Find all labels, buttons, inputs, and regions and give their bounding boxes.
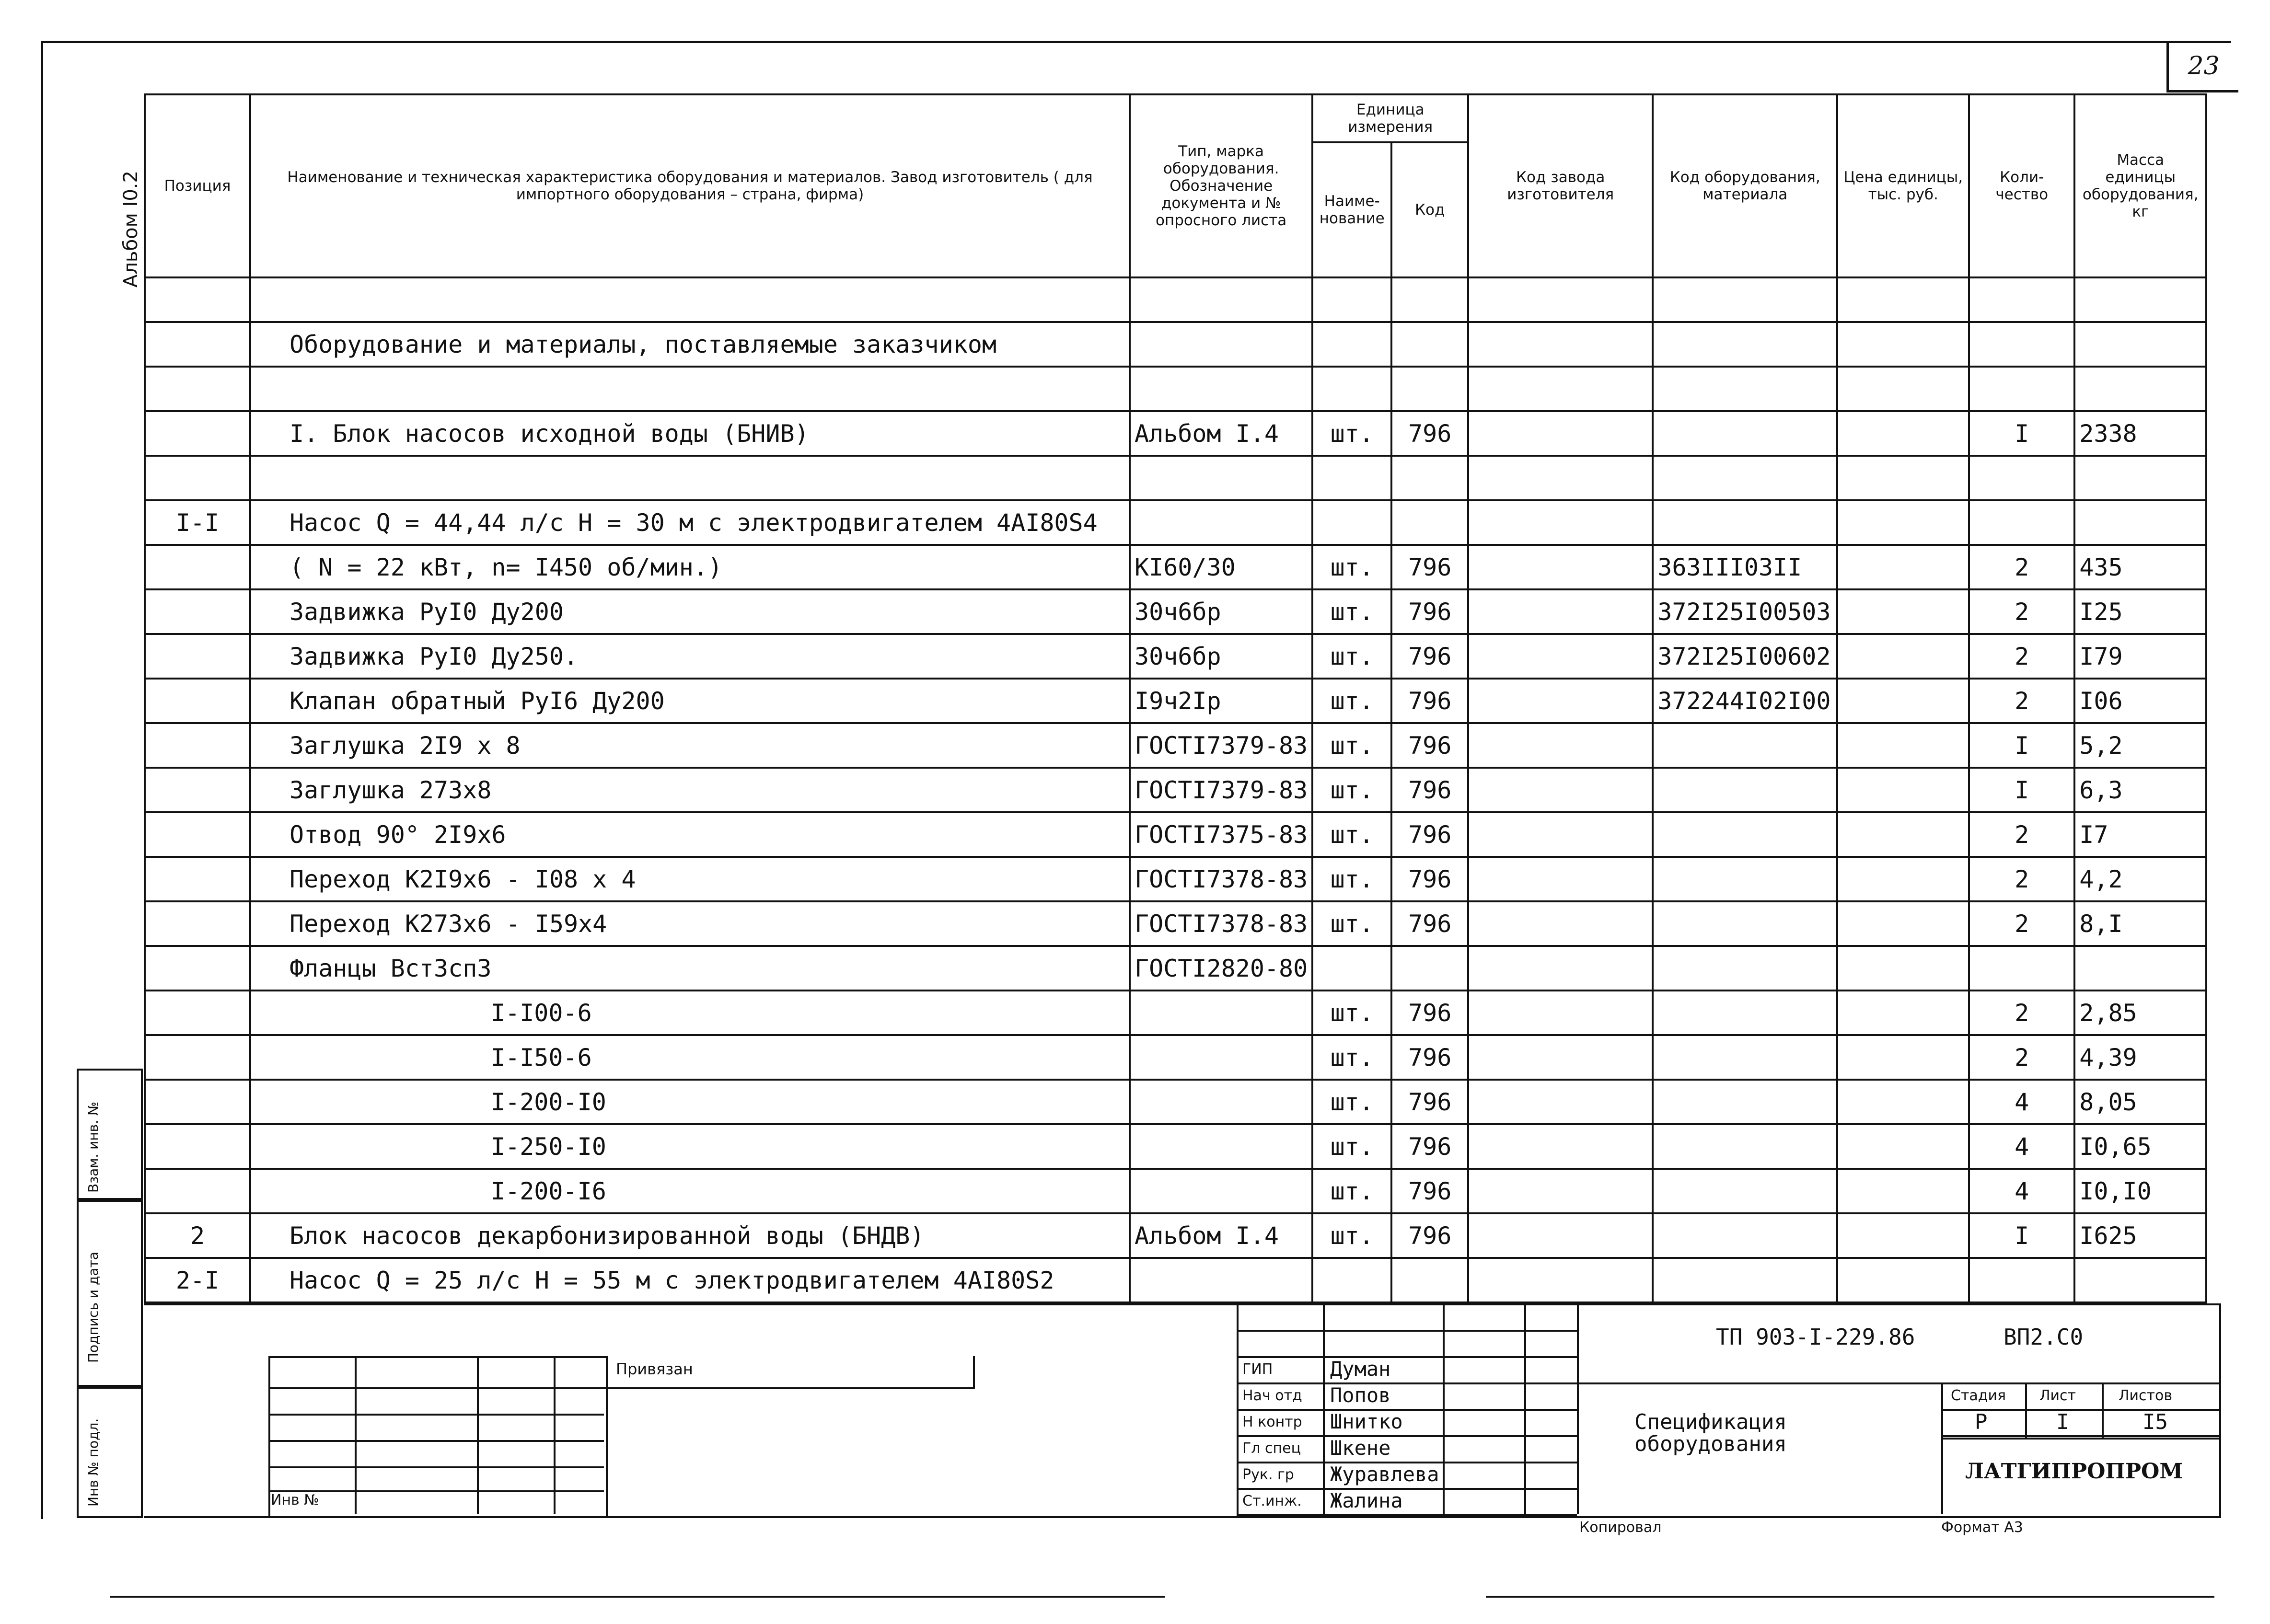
cell-type <box>1130 991 1312 1035</box>
cell-name: I-200-I6 <box>250 1169 1130 1213</box>
cell-equipment-code <box>1653 812 1837 857</box>
cell-qty <box>1969 456 2074 500</box>
cell-qty: I <box>1969 723 2074 768</box>
header-unit-code: Код <box>1391 142 1468 277</box>
cell-equipment-code: 372I25I00602 <box>1653 634 1837 679</box>
cell-qty <box>1969 367 2074 411</box>
cell-mass <box>2074 500 2206 545</box>
cell-position <box>145 946 250 991</box>
cell-name: Оборудование и материалы, поставляемые заказчиком <box>250 322 1130 367</box>
cell-name <box>250 277 1130 322</box>
cell-unit-code: 796 <box>1391 589 1468 634</box>
cell-equipment-code <box>1653 1213 1837 1258</box>
cell-name: Блок насосов декарбонизированной воды (БНДВ) <box>250 1213 1130 1258</box>
stamp-vzam-inv: Взам. инв. № <box>77 1069 143 1202</box>
table-row <box>145 723 2206 768</box>
cell-unit: шт. <box>1312 545 1391 589</box>
cell-position <box>145 545 250 589</box>
cell-factory-code <box>1468 1258 1653 1302</box>
cell-name: Насос Q = 25 л/с H = 55 м с электродвигателем 4АI80S2 <box>250 1258 1130 1302</box>
cell-qty <box>1969 1258 2074 1302</box>
cell-name: I-I00-6 <box>250 991 1130 1035</box>
cell-qty: I <box>1969 411 2074 456</box>
cell-qty: 2 <box>1969 857 2074 901</box>
cell-mass <box>2074 946 2206 991</box>
cell-name <box>250 367 1130 411</box>
cell-price <box>1837 277 1969 322</box>
cell-price <box>1837 1169 1969 1213</box>
cell-price <box>1837 723 1969 768</box>
cell-mass <box>2074 1258 2206 1302</box>
cell-name: I-I50-6 <box>250 1035 1130 1080</box>
cell-price <box>1837 1035 1969 1080</box>
cell-unit: шт. <box>1312 991 1391 1035</box>
cell-factory-code <box>1468 367 1653 411</box>
cell-position <box>145 634 250 679</box>
cell-type: ГОСТI7379-83 <box>1130 768 1312 812</box>
cell-type: ГОСТI7375-83 <box>1130 812 1312 857</box>
cell-name: Клапан обратный РуI6 Ду200 <box>250 679 1130 723</box>
cell-position <box>145 768 250 812</box>
signer-role: Гл спец <box>1242 1440 1301 1457</box>
cell-name: I. Блок насосов исходной воды (БНИВ) <box>250 411 1130 456</box>
cell-unit: шт. <box>1312 1213 1391 1258</box>
cell-position <box>145 1035 250 1080</box>
cell-name <box>250 456 1130 500</box>
signer-name: Думан <box>1330 1357 1391 1381</box>
cell-mass: I25 <box>2074 589 2206 634</box>
cell-equipment-code <box>1653 768 1837 812</box>
table-row <box>145 768 2206 812</box>
cell-mass: 2,85 <box>2074 991 2206 1035</box>
cell-price <box>1837 812 1969 857</box>
cell-qty <box>1969 500 2074 545</box>
cell-position <box>145 812 250 857</box>
signer-name: Шкене <box>1330 1436 1391 1460</box>
cell-type: ГОСТI2820-80 <box>1130 946 1312 991</box>
cell-qty: 4 <box>1969 1080 2074 1124</box>
cell-qty: 2 <box>1969 545 2074 589</box>
cell-price <box>1837 411 1969 456</box>
cell-price <box>1837 1080 1969 1124</box>
cell-mass: I79 <box>2074 634 2206 679</box>
cell-mass: I7 <box>2074 812 2206 857</box>
cell-mass <box>2074 367 2206 411</box>
header-name: Наименование и техническая характеристика оборудования и материалов. Завод изготовитель ( для импортного оборудования – страна, фирма) <box>250 94 1130 277</box>
cell-name: Насос Q = 44,44 л/с H = 30 м с электродвигателем 4АI80S4 <box>250 500 1130 545</box>
cell-price <box>1837 456 1969 500</box>
cell-mass: I0,65 <box>2074 1124 2206 1169</box>
cell-type: КI60/30 <box>1130 545 1312 589</box>
cell-price <box>1837 857 1969 901</box>
cell-qty: 4 <box>1969 1169 2074 1213</box>
sheets-value: I5 <box>2143 1410 2168 1434</box>
cell-name: Задвижка РуI0 Ду250. <box>250 634 1130 679</box>
table-row <box>145 679 2206 723</box>
cell-equipment-code <box>1653 857 1837 901</box>
cell-mass: 5,2 <box>2074 723 2206 768</box>
signer-role: ГИП <box>1242 1361 1273 1378</box>
cell-unit <box>1312 277 1391 322</box>
cell-unit <box>1312 367 1391 411</box>
cell-unit: шт. <box>1312 901 1391 946</box>
cell-factory-code <box>1468 679 1653 723</box>
cell-factory-code <box>1468 322 1653 367</box>
cell-price <box>1837 901 1969 946</box>
cell-unit: шт. <box>1312 768 1391 812</box>
cell-position <box>145 277 250 322</box>
cell-unit: шт. <box>1312 411 1391 456</box>
table-row <box>145 367 2206 411</box>
signer-role: Нач отд <box>1242 1387 1302 1404</box>
cell-mass: I625 <box>2074 1213 2206 1258</box>
cell-qty: 2 <box>1969 1035 2074 1080</box>
cell-mass: 6,3 <box>2074 768 2206 812</box>
cell-price <box>1837 1213 1969 1258</box>
sheet-value: I <box>2056 1410 2069 1434</box>
header-unit-group: Единица измерения <box>1312 94 1468 142</box>
cell-qty: 2 <box>1969 812 2074 857</box>
cell-mass: I0,I0 <box>2074 1169 2206 1213</box>
cell-type: ГОСТI7379-83 <box>1130 723 1312 768</box>
cell-price <box>1837 367 1969 411</box>
cell-equipment-code <box>1653 1080 1837 1124</box>
cell-mass: 435 <box>2074 545 2206 589</box>
table-row <box>145 1124 2206 1169</box>
cell-unit-code: 796 <box>1391 857 1468 901</box>
cell-position <box>145 679 250 723</box>
cell-unit <box>1312 946 1391 991</box>
specification-table <box>144 93 2207 1303</box>
cell-equipment-code: 363III03II <box>1653 545 1837 589</box>
table-row <box>145 500 2206 545</box>
cell-type <box>1130 1258 1312 1302</box>
cell-unit-code: 796 <box>1391 634 1468 679</box>
table-row <box>145 589 2206 634</box>
table-row <box>145 1169 2206 1213</box>
cell-factory-code <box>1468 1080 1653 1124</box>
cell-unit: шт. <box>1312 679 1391 723</box>
cell-price <box>1837 589 1969 634</box>
cell-factory-code <box>1468 277 1653 322</box>
cell-type <box>1130 1035 1312 1080</box>
cell-unit: шт. <box>1312 634 1391 679</box>
cell-mass <box>2074 322 2206 367</box>
cell-name: I-200-I0 <box>250 1080 1130 1124</box>
cell-name: I-250-I0 <box>250 1124 1130 1169</box>
cell-factory-code <box>1468 857 1653 901</box>
cell-price <box>1837 679 1969 723</box>
cell-type: ГОСТI7378-83 <box>1130 901 1312 946</box>
table-row <box>145 277 2206 322</box>
cell-price <box>1837 545 1969 589</box>
table-row <box>145 411 2206 456</box>
cell-equipment-code <box>1653 322 1837 367</box>
cell-equipment-code <box>1653 901 1837 946</box>
cell-name: Фланцы ВстЗсп3 <box>250 946 1130 991</box>
table-row <box>145 812 2206 857</box>
org-name: ЛАТГИПРОПРОМ <box>1965 1459 2183 1484</box>
cell-unit-code: 796 <box>1391 723 1468 768</box>
cell-equipment-code <box>1653 1124 1837 1169</box>
table-row <box>145 857 2206 901</box>
cell-name: Заглушка 273х8 <box>250 768 1130 812</box>
cell-factory-code <box>1468 768 1653 812</box>
cell-equipment-code: 372244I02I00 <box>1653 679 1837 723</box>
header-type: Тип, марка оборудования. Обозначение документа и № опросного листа <box>1130 94 1312 277</box>
cell-qty: 2 <box>1969 634 2074 679</box>
stage-label: Стадия <box>1951 1387 2006 1404</box>
cell-equipment-code <box>1653 411 1837 456</box>
cell-qty: I <box>1969 1213 2074 1258</box>
album-label: Альбом I0.2 <box>120 171 142 288</box>
cell-qty: 2 <box>1969 589 2074 634</box>
sheet-label: Лист <box>2039 1387 2076 1404</box>
cell-unit-code: 796 <box>1391 768 1468 812</box>
cell-name: Задвижка РуI0 Ду200 <box>250 589 1130 634</box>
cell-unit-code: 796 <box>1391 411 1468 456</box>
doc-title: Спецификация оборудования <box>1634 1410 1787 1456</box>
cell-factory-code <box>1468 812 1653 857</box>
cell-type: 30ч6бр <box>1130 634 1312 679</box>
cell-unit: шт. <box>1312 812 1391 857</box>
cell-mass: 8,05 <box>2074 1080 2206 1124</box>
header-equipment-code: Код оборудования, материала <box>1653 94 1837 277</box>
cell-type <box>1130 1080 1312 1124</box>
table-row <box>145 456 2206 500</box>
doc-code: ТП 903-I-229.86 <box>1716 1324 1915 1350</box>
table-row <box>145 1035 2206 1080</box>
signer-role: Рук. гр <box>1242 1466 1294 1483</box>
sheet-code: ВП2.С0 <box>2004 1324 2084 1350</box>
cell-position <box>145 857 250 901</box>
cell-price <box>1837 500 1969 545</box>
cell-equipment-code <box>1653 1258 1837 1302</box>
cell-type: ГОСТI7378-83 <box>1130 857 1312 901</box>
cell-equipment-code <box>1653 946 1837 991</box>
cell-unit <box>1312 322 1391 367</box>
cell-unit: шт. <box>1312 1169 1391 1213</box>
cell-unit: шт. <box>1312 1035 1391 1080</box>
cell-name: Заглушка 2I9 х 8 <box>250 723 1130 768</box>
cell-unit-code <box>1391 456 1468 500</box>
header-factory-code: Код завода изготовителя <box>1468 94 1653 277</box>
cell-unit-code <box>1391 277 1468 322</box>
cell-unit-code: 796 <box>1391 1169 1468 1213</box>
cell-mass: 8,I <box>2074 901 2206 946</box>
cell-factory-code <box>1468 634 1653 679</box>
cell-mass: 4,39 <box>2074 1035 2206 1080</box>
cell-unit-code: 796 <box>1391 545 1468 589</box>
cell-unit-code <box>1391 322 1468 367</box>
cell-position <box>145 723 250 768</box>
cell-factory-code <box>1468 1213 1653 1258</box>
cell-factory-code <box>1468 545 1653 589</box>
cell-name: Переход К273х6 - I59х4 <box>250 901 1130 946</box>
cell-qty <box>1969 322 2074 367</box>
cell-price <box>1837 768 1969 812</box>
cell-unit-code <box>1391 1258 1468 1302</box>
header-price: Цена единицы, тыс. руб. <box>1837 94 1969 277</box>
cell-name: Отвод 90° 2I9х6 <box>250 812 1130 857</box>
cell-unit-code: 796 <box>1391 1080 1468 1124</box>
cell-unit: шт. <box>1312 589 1391 634</box>
cell-factory-code <box>1468 991 1653 1035</box>
cell-position <box>145 589 250 634</box>
table-row <box>145 634 2206 679</box>
signer-name: Жалина <box>1330 1489 1403 1512</box>
binding-grid <box>268 1356 608 1518</box>
cell-position <box>145 1080 250 1124</box>
cell-unit: шт. <box>1312 1080 1391 1124</box>
cell-unit: шт. <box>1312 723 1391 768</box>
page-number: 23 <box>2166 42 2238 92</box>
table-row <box>145 1213 2206 1258</box>
cell-unit-code: 796 <box>1391 1124 1468 1169</box>
cell-unit-code <box>1391 946 1468 991</box>
cell-position <box>145 367 250 411</box>
signer-name: Журавлева <box>1330 1463 1439 1486</box>
cell-equipment-code <box>1653 1035 1837 1080</box>
cell-equipment-code: 372I25I00503 <box>1653 589 1837 634</box>
cell-factory-code <box>1468 589 1653 634</box>
format-label: Формат А3 <box>1941 1519 2023 1536</box>
cell-type <box>1130 456 1312 500</box>
cell-equipment-code <box>1653 367 1837 411</box>
table-row <box>145 901 2206 946</box>
stamp-inv-orig: Инв № подл. <box>77 1385 143 1518</box>
cell-price <box>1837 946 1969 991</box>
table-row <box>145 545 2206 589</box>
cell-unit-code: 796 <box>1391 679 1468 723</box>
cell-unit-code: 796 <box>1391 812 1468 857</box>
cell-position <box>145 411 250 456</box>
cell-unit: шт. <box>1312 857 1391 901</box>
cell-equipment-code <box>1653 991 1837 1035</box>
cell-unit <box>1312 500 1391 545</box>
cell-mass: 4,2 <box>2074 857 2206 901</box>
cell-equipment-code <box>1653 723 1837 768</box>
table-row <box>145 1080 2206 1124</box>
cell-position: I-I <box>145 500 250 545</box>
table-row <box>145 946 2206 991</box>
cell-mass <box>2074 277 2206 322</box>
cell-price <box>1837 1258 1969 1302</box>
privyazan-label: Привязан <box>616 1360 693 1378</box>
cell-price <box>1837 634 1969 679</box>
cell-unit-code <box>1391 367 1468 411</box>
cell-mass: 2338 <box>2074 411 2206 456</box>
cell-qty <box>1969 946 2074 991</box>
cell-factory-code <box>1468 456 1653 500</box>
cell-qty: 2 <box>1969 901 2074 946</box>
cell-position <box>145 901 250 946</box>
table-row <box>145 991 2206 1035</box>
cell-unit-code: 796 <box>1391 1213 1468 1258</box>
cell-type <box>1130 367 1312 411</box>
cell-equipment-code <box>1653 277 1837 322</box>
cell-type <box>1130 500 1312 545</box>
cell-type: 30ч6бр <box>1130 589 1312 634</box>
cell-qty: 2 <box>1969 991 2074 1035</box>
cell-mass: I06 <box>2074 679 2206 723</box>
header-unit-name: Наиме-нование <box>1312 142 1391 277</box>
copied-label: Копировал <box>1579 1519 1662 1536</box>
cell-unit-code: 796 <box>1391 991 1468 1035</box>
sheets-label: Листов <box>2119 1387 2173 1404</box>
cell-position: 2-I <box>145 1258 250 1302</box>
cell-unit: шт. <box>1312 1124 1391 1169</box>
cell-position <box>145 322 250 367</box>
table-row <box>145 1258 2206 1302</box>
cell-equipment-code <box>1653 500 1837 545</box>
signer-name: Шнитко <box>1330 1410 1403 1433</box>
header-qty: Коли-чество <box>1969 94 2074 277</box>
cell-position <box>145 1169 250 1213</box>
cell-qty: 4 <box>1969 1124 2074 1169</box>
cell-qty <box>1969 277 2074 322</box>
cell-type <box>1130 322 1312 367</box>
table-row <box>145 322 2206 367</box>
cell-factory-code <box>1468 901 1653 946</box>
cell-type: Альбом I.4 <box>1130 411 1312 456</box>
cell-position <box>145 991 250 1035</box>
cell-mass <box>2074 456 2206 500</box>
cell-unit <box>1312 1258 1391 1302</box>
cell-equipment-code <box>1653 1169 1837 1213</box>
stage-value: Р <box>1975 1410 1988 1434</box>
cell-position: 2 <box>145 1213 250 1258</box>
cell-equipment-code <box>1653 456 1837 500</box>
cell-factory-code <box>1468 1124 1653 1169</box>
cell-type: Альбом I.4 <box>1130 1213 1312 1258</box>
header-position: Позиция <box>145 94 250 277</box>
cell-unit-code: 796 <box>1391 1035 1468 1080</box>
cell-factory-code <box>1468 1169 1653 1213</box>
cell-unit-code <box>1391 500 1468 545</box>
cell-qty: 2 <box>1969 679 2074 723</box>
cell-price <box>1837 322 1969 367</box>
inv-no-label: Инв № <box>271 1492 319 1509</box>
cell-type <box>1130 1169 1312 1213</box>
stamp-sign-date: Подпись и дата <box>77 1198 143 1389</box>
cell-factory-code <box>1468 723 1653 768</box>
cell-unit-code: 796 <box>1391 901 1468 946</box>
cell-factory-code <box>1468 946 1653 991</box>
cell-type: I9ч2Iр <box>1130 679 1312 723</box>
signer-name: Попов <box>1330 1383 1391 1407</box>
cell-price <box>1837 1124 1969 1169</box>
cell-position <box>145 1124 250 1169</box>
cell-price <box>1837 991 1969 1035</box>
cell-name: Переход К2I9х6 - I08 х 4 <box>250 857 1130 901</box>
cell-factory-code <box>1468 411 1653 456</box>
cell-qty: I <box>1969 768 2074 812</box>
cell-factory-code <box>1468 500 1653 545</box>
cell-factory-code <box>1468 1035 1653 1080</box>
cell-name: ( N = 22 кВт, n= I450 об/мин.) <box>250 545 1130 589</box>
cell-type <box>1130 1124 1312 1169</box>
signer-role: Н контр <box>1242 1414 1302 1430</box>
signer-role: Ст.инж. <box>1242 1493 1302 1509</box>
cell-type <box>1130 277 1312 322</box>
cell-position <box>145 456 250 500</box>
header-mass: Масса единицы оборудования, кг <box>2074 94 2206 277</box>
cell-unit <box>1312 456 1391 500</box>
